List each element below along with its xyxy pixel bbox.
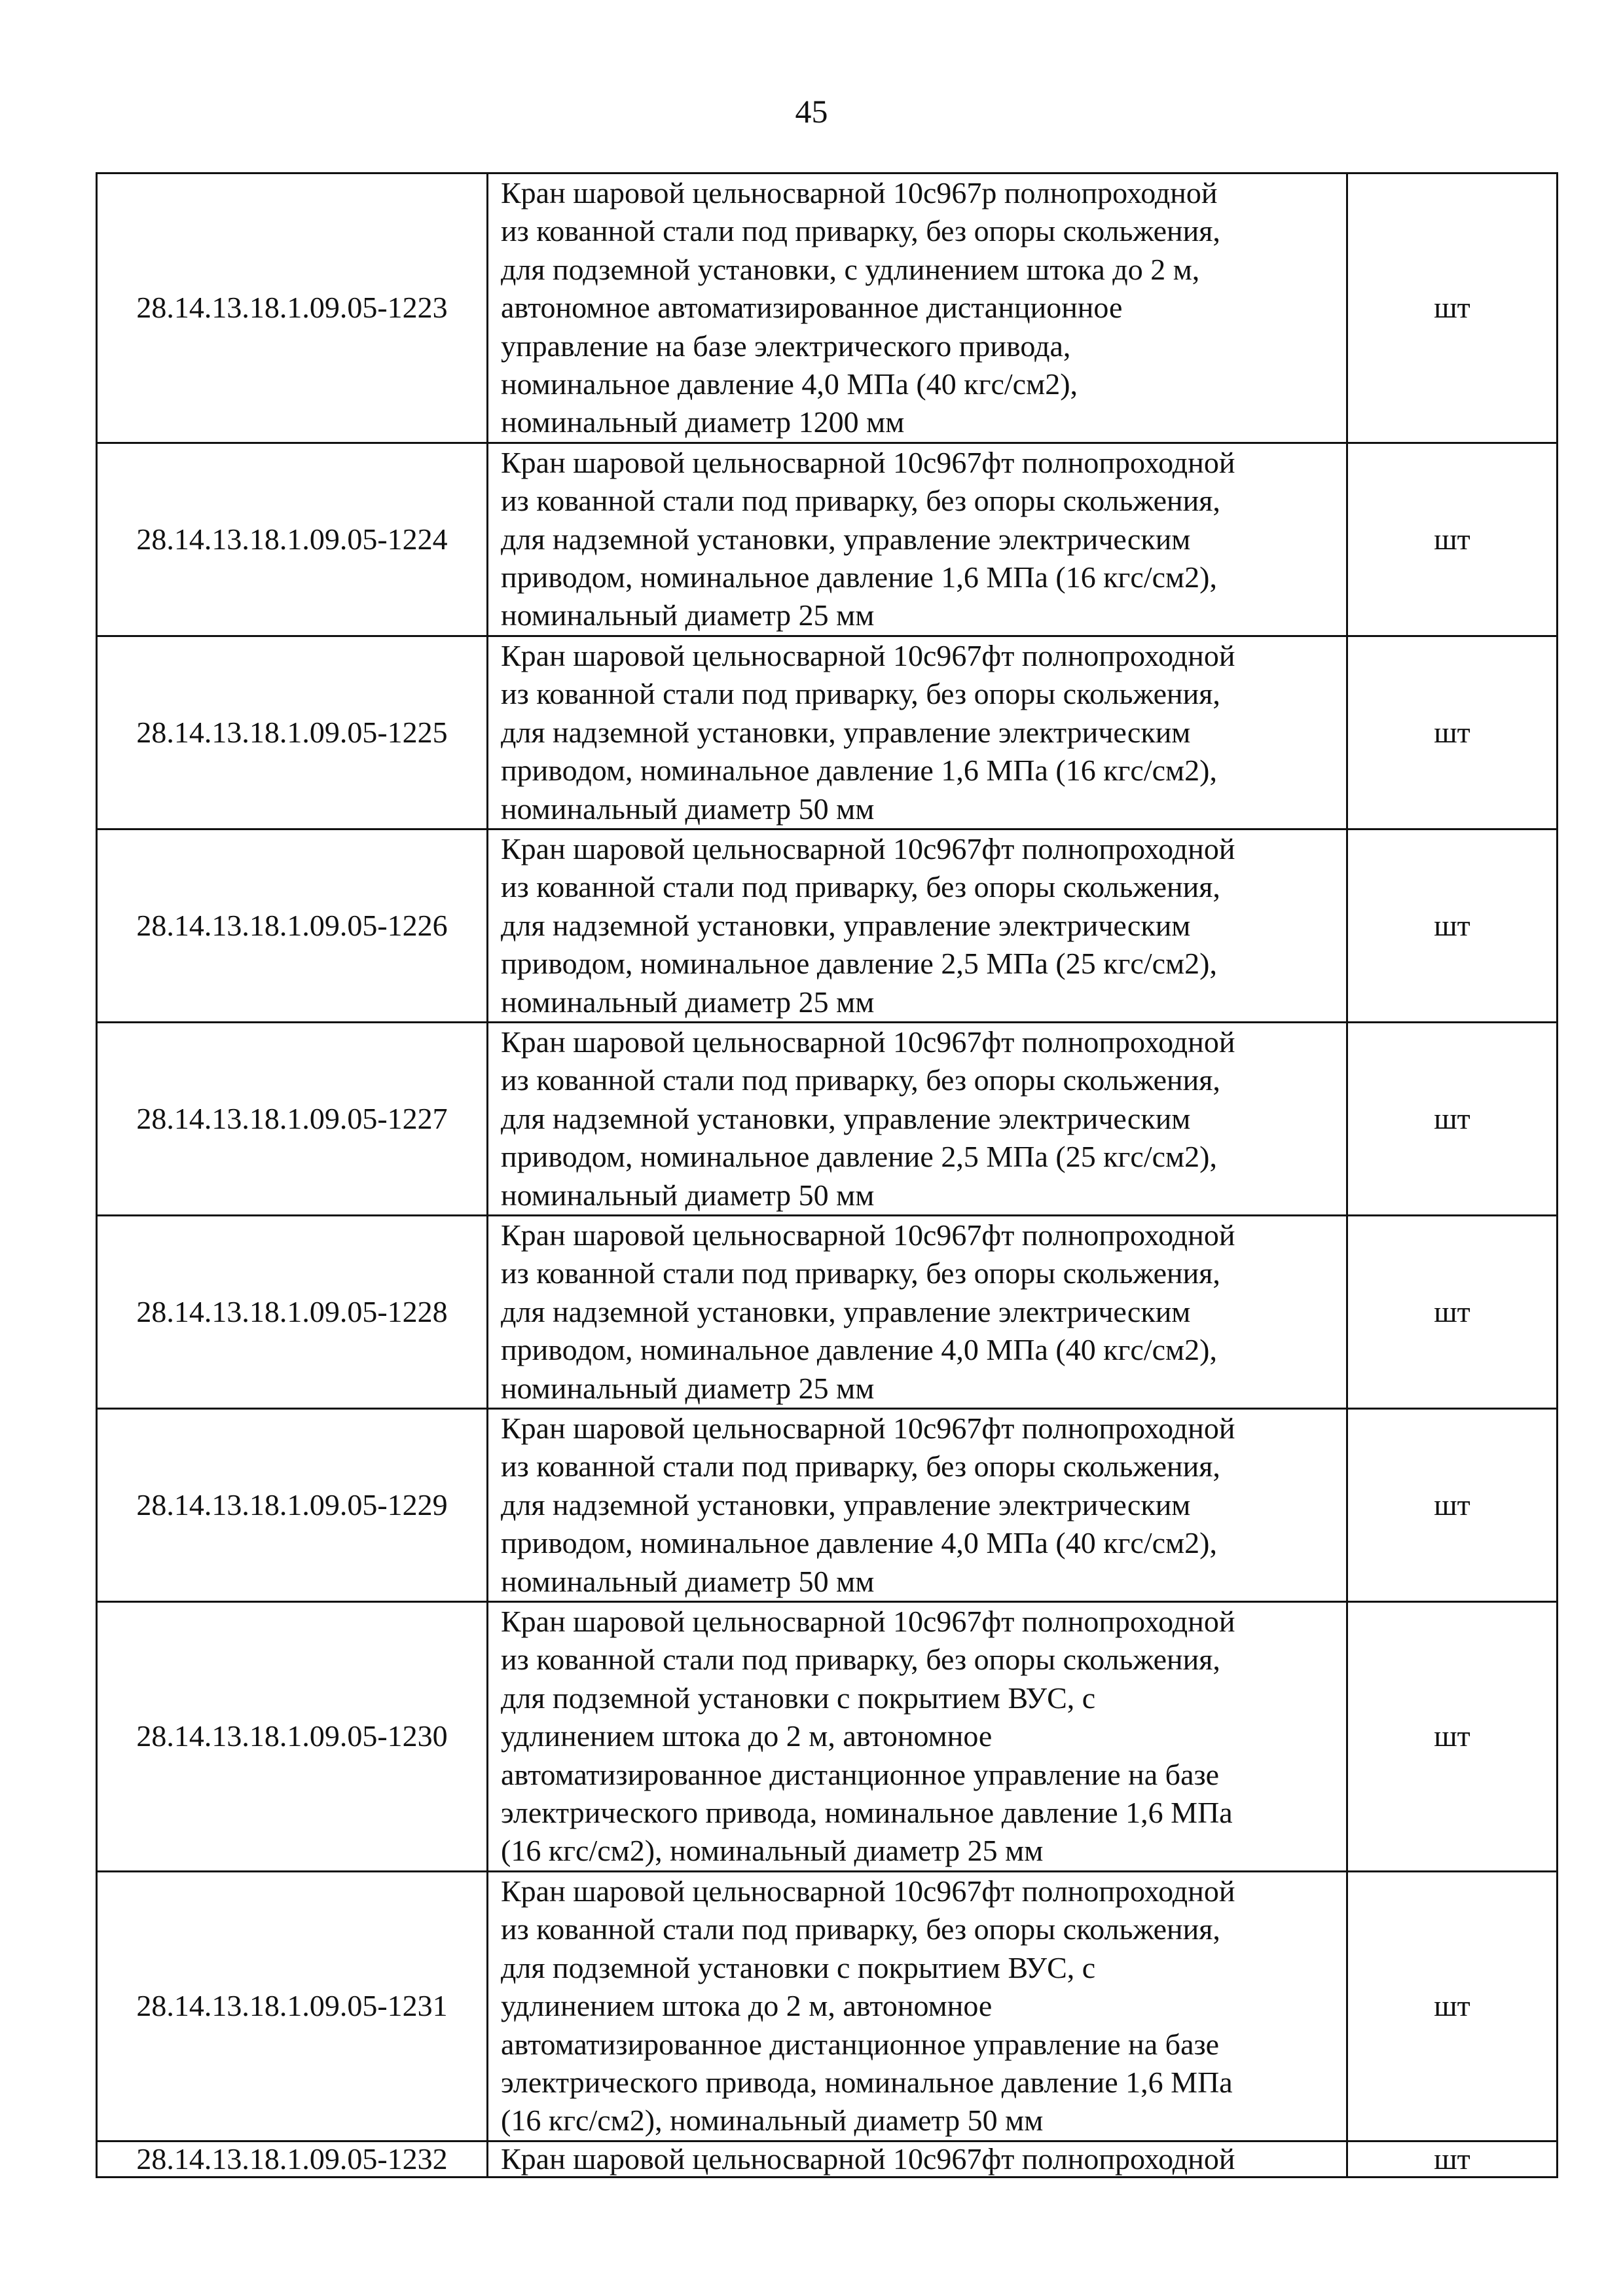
table-row	[97, 1215, 1558, 1408]
unit-cell: шт	[1347, 636, 1558, 829]
description-line: удлинением штока до 2 м, автономное	[501, 1989, 993, 2023]
resource-code-cell: 28.14.13.18.1.09.05-1225	[97, 636, 488, 829]
description-line: электрического привода, номинальное давление 1,6 МПа	[501, 1796, 1233, 1830]
unit-cell: шт	[1347, 1602, 1558, 1872]
description-line: из кованной стали под приварку, без опоры скольжения,	[501, 1256, 1220, 1290]
description-line: из кованной стали под приварку, без опоры скольжения,	[501, 214, 1220, 248]
description-line: из кованной стали под приварку, без опоры скольжения,	[501, 484, 1220, 518]
page-number: 45	[795, 93, 828, 130]
description-line: Кран шаровой цельносварной 10с967фт полнопроходной	[501, 831, 1235, 866]
description-line: электрического привода, номинальное давление 1,6 МПа	[501, 2065, 1233, 2099]
unit-cell: шт	[1347, 1215, 1558, 1408]
table-body	[97, 173, 1558, 2178]
table-row	[97, 829, 1558, 1022]
description-line: номинальный диаметр 25 мм	[501, 985, 875, 1019]
unit-cell: шт	[1347, 1409, 1558, 1602]
resource-description-cell	[488, 2141, 1347, 2177]
description-line: номинальный диаметр 25 мм	[501, 598, 875, 632]
resource-code-cell: 28.14.13.18.1.09.05-1226	[97, 829, 488, 1022]
resource-code-cell: 28.14.13.18.1.09.05-1229	[97, 1409, 488, 1602]
description-line: автоматизированное дистанционное управление на базе	[501, 2027, 1220, 2061]
description-line: номинальный диаметр 50 мм	[501, 792, 875, 826]
table-row	[97, 1602, 1558, 1872]
resource-description-cell	[488, 829, 1347, 1022]
description-line: номинальный диаметр 1200 мм	[501, 405, 905, 439]
description-line: управление на базе электрического привода,	[501, 329, 1071, 363]
description-line: для подземной установки, с удлинением штока до 2 м,	[501, 252, 1200, 286]
description-line: (16 кгс/см2), номинальный диаметр 25 мм	[501, 1834, 1044, 1868]
description-line: из кованной стали под приварку, без опоры скольжения,	[501, 677, 1220, 711]
resource-description-cell	[488, 1022, 1347, 1215]
description-line: из кованной стали под приварку, без опоры скольжения,	[501, 870, 1220, 904]
description-line: Кран шаровой цельносварной 10с967фт полнопроходной	[501, 1874, 1235, 1908]
resource-description-cell	[488, 636, 1347, 829]
resource-description-cell	[488, 1215, 1347, 1408]
description-line: для надземной установки, управление электрическим	[501, 522, 1191, 556]
unit-cell: шт	[1347, 1022, 1558, 1215]
description-line: удлинением штока до 2 м, автономное	[501, 1719, 993, 1753]
resource-description-cell	[488, 173, 1347, 443]
description-line: Кран шаровой цельносварной 10с967фт полнопроходной	[501, 1218, 1235, 1252]
table-row	[97, 173, 1558, 443]
description-line: для подземной установки с покрытием ВУС, с	[501, 1681, 1096, 1715]
resource-code-cell: 28.14.13.18.1.09.05-1227	[97, 1022, 488, 1215]
table-row	[97, 1022, 1558, 1215]
resource-table	[96, 172, 1558, 2178]
unit-cell: шт	[1347, 1871, 1558, 2141]
description-line: номинальное давление 4,0 МПа (40 кгс/см2),	[501, 367, 1078, 401]
table-row	[97, 443, 1558, 636]
description-line: номинальный диаметр 50 мм	[501, 1564, 875, 1598]
resource-code-cell: 28.14.13.18.1.09.05-1230	[97, 1602, 488, 1872]
description-line: для надземной установки, управление электрическим	[501, 908, 1191, 942]
description-line: приводом, номинальное давление 2,5 МПа (25 кгс/см2),	[501, 1140, 1217, 1174]
table-row	[97, 636, 1558, 829]
description-line: приводом, номинальное давление 4,0 МПа (40 кгс/см2),	[501, 1333, 1217, 1367]
description-line: (16 кгс/см2), номинальный диаметр 50 мм	[501, 2104, 1044, 2138]
resource-code-cell: 28.14.13.18.1.09.05-1223	[97, 173, 488, 443]
table-row	[97, 2141, 1558, 2177]
description-line: для надземной установки, управление электрическим	[501, 715, 1191, 749]
description-line: приводом, номинальное давление 2,5 МПа (25 кгс/см2),	[501, 947, 1217, 981]
description-line: автоматизированное дистанционное управление на базе	[501, 1757, 1220, 1791]
description-line: номинальный диаметр 25 мм	[501, 1371, 875, 1405]
description-line: приводом, номинальное давление 4,0 МПа (40 кгс/см2),	[501, 1526, 1217, 1560]
description-line: для надземной установки, управление электрическим	[501, 1294, 1191, 1328]
resource-code-cell: 28.14.13.18.1.09.05-1224	[97, 443, 488, 636]
description-line: для надземной установки, управление электрическим	[501, 1101, 1191, 1135]
description-line: Кран шаровой цельносварной 10с967фт полнопроходной	[501, 638, 1235, 672]
resource-code-cell: 28.14.13.18.1.09.05-1228	[97, 1215, 488, 1408]
resource-code-cell: 28.14.13.18.1.09.05-1232	[97, 2141, 488, 2177]
unit-cell: шт	[1347, 443, 1558, 636]
resource-code-cell: 28.14.13.18.1.09.05-1231	[97, 1871, 488, 2141]
description-line: Кран шаровой цельносварной 10с967фт полнопроходной	[501, 1605, 1235, 1639]
unit-cell: шт	[1347, 173, 1558, 443]
description-line: из кованной стали под приварку, без опоры скольжения,	[501, 1643, 1220, 1677]
resource-description-cell	[488, 1409, 1347, 1602]
description-line: номинальный диаметр 50 мм	[501, 1178, 875, 1212]
table-row	[97, 1409, 1558, 1602]
resource-description-cell	[488, 1871, 1347, 2141]
resource-description-cell	[488, 443, 1347, 636]
resource-description-cell	[488, 1602, 1347, 1872]
description-line: автономное автоматизированное дистанционное	[501, 291, 1123, 325]
unit-cell: шт	[1347, 2141, 1558, 2177]
description-line: для подземной установки с покрытием ВУС, с	[501, 1950, 1096, 1984]
description-line: приводом, номинальное давление 1,6 МПа (16 кгс/см2),	[501, 560, 1217, 594]
description-line: для надземной установки, управление электрическим	[501, 1487, 1191, 1522]
description-line: Кран шаровой цельносварной 10с967фт полнопроходной	[501, 445, 1235, 479]
description-line: приводом, номинальное давление 1,6 МПа (16 кгс/см2),	[501, 754, 1217, 788]
table-row	[97, 1871, 1558, 2141]
description-line: Кран шаровой цельносварной 10с967фт полнопроходной	[501, 1412, 1235, 1445]
description-line: Кран шаровой цельносварной 10с967фт полнопроходной	[501, 1025, 1235, 1059]
description-line: из кованной стали под приварку, без опоры скольжения,	[501, 1449, 1220, 1484]
unit-cell: шт	[1347, 829, 1558, 1022]
description-line: из кованной стали под приварку, без опоры скольжения,	[501, 1063, 1220, 1097]
description-line: Кран шаровой цельносварной 10с967р полнопроходной	[501, 176, 1218, 210]
description-line: Кран шаровой цельносварной 10с967фт полнопроходной	[501, 2141, 1235, 2176]
description-line: из кованной стали под приварку, без опоры скольжения,	[501, 1912, 1220, 1946]
